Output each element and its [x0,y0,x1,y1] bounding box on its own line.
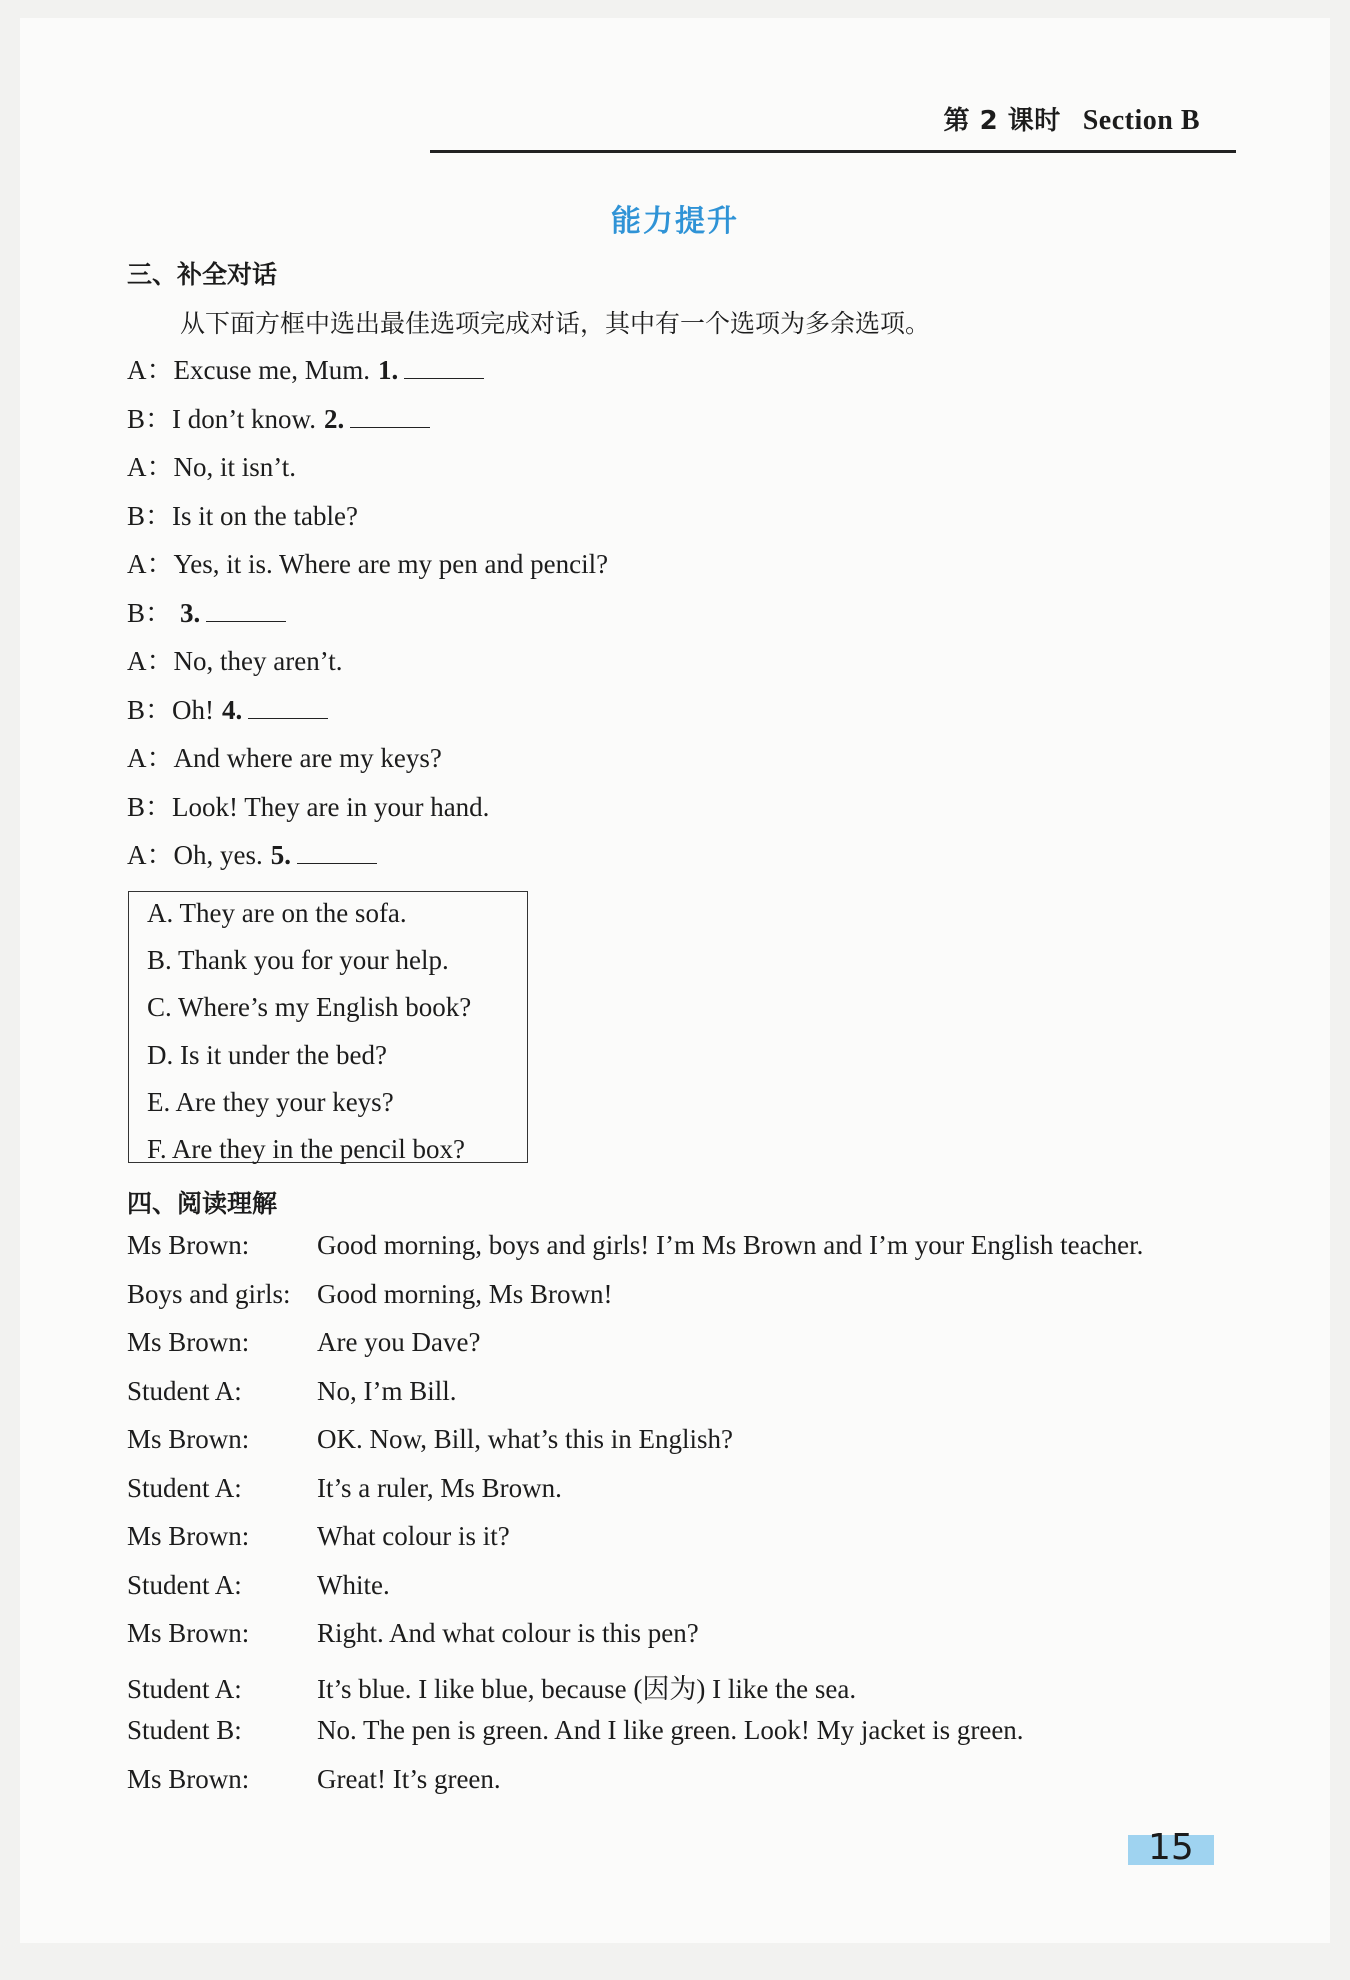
reading-line [127,1618,699,1649]
speaker-label: B： [127,694,173,725]
line-text: Yes, it is. Where are my pen and pencil? [173,549,609,579]
question-number: 5. [270,840,291,870]
speaker-label: B： [127,597,173,628]
dialogue-line [127,397,430,436]
dialogue-line [127,445,296,484]
section-label: Section B [1082,105,1200,136]
speaker-label: B： [127,500,173,531]
line-text: Look! They are in your hand. [172,791,490,822]
speaker-label: Boys and girls: [127,1278,291,1309]
speaker-label: A： [127,646,174,676]
speaker-label: A： [127,549,174,579]
line-text: No, it isn’t. [173,452,297,482]
dialogue-line [127,591,286,630]
speaker-label: A： [127,840,174,870]
reading-line [127,1715,1024,1746]
line-text: Great! It’s green. [317,1763,501,1794]
answer-blank [404,377,484,379]
dialogue-line [127,833,377,872]
speaker-label: Student A: [127,1569,242,1600]
option-item: A. They are on the sofa. [147,898,407,928]
speaker-label: A： [127,355,174,385]
answer-blank [206,620,286,622]
answer-blank [297,862,377,864]
answer-blank [248,717,328,719]
reading-line [127,1473,562,1504]
header-rule [430,150,1236,153]
workbook-page [20,18,1330,1943]
line-text: Excuse me, Mum. [173,355,370,385]
part3-instruction: 从下面方框中选出最佳选项完成对话，其中有一个选项为多余选项。 [180,309,931,338]
reading-line [127,1424,733,1455]
dialogue-line [127,688,328,727]
page-header [944,100,1200,137]
speaker-label: B： [127,791,173,822]
line-text: Right. And what colour is this pen? [317,1618,699,1648]
speaker-label: Ms Brown: [127,1327,250,1357]
reading-line [127,1570,390,1601]
section-title: 能力提升 [611,204,739,239]
reading-line [127,1667,856,1706]
dialogue-line [127,736,442,775]
line-text: No, they aren’t. [173,646,343,676]
question-number: 1. [377,355,399,385]
speaker-label: Ms Brown: [127,1618,250,1648]
reading-line [127,1230,1143,1261]
question-number: 3. [180,597,201,628]
line-text: It’s a ruler, Ms Brown. [317,1472,562,1503]
part4-heading: 四、阅读理解 [127,1189,278,1218]
line-text: Oh! [172,694,215,725]
dialogue-line [127,542,608,581]
speaker-label: Ms Brown: [127,1424,250,1454]
line-text: Is it on the table? [172,500,358,531]
option-item: E. Are they your keys? [147,1086,394,1117]
question-number: 4. [222,694,243,725]
speaker-label: A： [127,743,174,773]
dialogue-line [127,348,484,387]
answer-blank [350,426,430,428]
speaker-label: Ms Brown: [127,1763,250,1794]
option-item: B. Thank you for your help. [147,945,449,976]
reading-line [127,1327,480,1358]
line-text: White. [317,1569,390,1600]
line-text: It’s blue. I like blue, because (因为) I like the sea. [317,1673,857,1704]
line-text: Oh, yes. [173,840,263,870]
line-text: No, I’m Bill. [317,1375,457,1406]
reading-line [127,1279,613,1310]
speaker-label: Student A: [127,1472,242,1503]
option-item: C. Where’s my English book? [147,992,472,1023]
speaker-label: Ms Brown: [127,1521,250,1551]
page-number: 15 [1148,1827,1194,1868]
line-text: And where are my keys? [173,743,442,773]
line-text: Good morning, boys and girls! I’m Ms Brown and I’m your English teacher. [317,1230,1144,1260]
dialogue-line [127,494,358,533]
reading-line [127,1764,501,1795]
part3-heading: 三、补全对话 [127,260,278,289]
line-text: I don’t know. [172,403,317,434]
speaker-label: Student B: [127,1715,242,1745]
option-item: D. Is it under the bed? [147,1039,387,1070]
line-text: What colour is it? [317,1521,510,1551]
speaker-label: A： [127,452,174,482]
speaker-label: Student A: [127,1375,242,1406]
line-text: Are you Dave? [317,1327,481,1357]
speaker-label: B： [127,403,173,434]
reading-line [127,1521,510,1552]
dialogue-line [127,785,489,824]
line-text: No. The pen is green. And I like green. Look! My jacket is green. [317,1715,1024,1745]
lesson-label: 第 2 课时 [943,106,1061,136]
line-text: OK. Now, Bill, what’s this in English? [317,1424,733,1454]
dialogue-line [127,639,342,678]
option-item: F. Are they in the pencil box? [147,1134,466,1164]
reading-line [127,1376,457,1407]
speaker-label: Ms Brown: [127,1230,250,1260]
options-box [128,891,528,1163]
question-number: 2. [324,403,345,434]
line-text: Good morning, Ms Brown! [317,1278,613,1309]
speaker-label: Student A: [127,1673,242,1704]
page-number-tab [1128,1827,1214,1868]
